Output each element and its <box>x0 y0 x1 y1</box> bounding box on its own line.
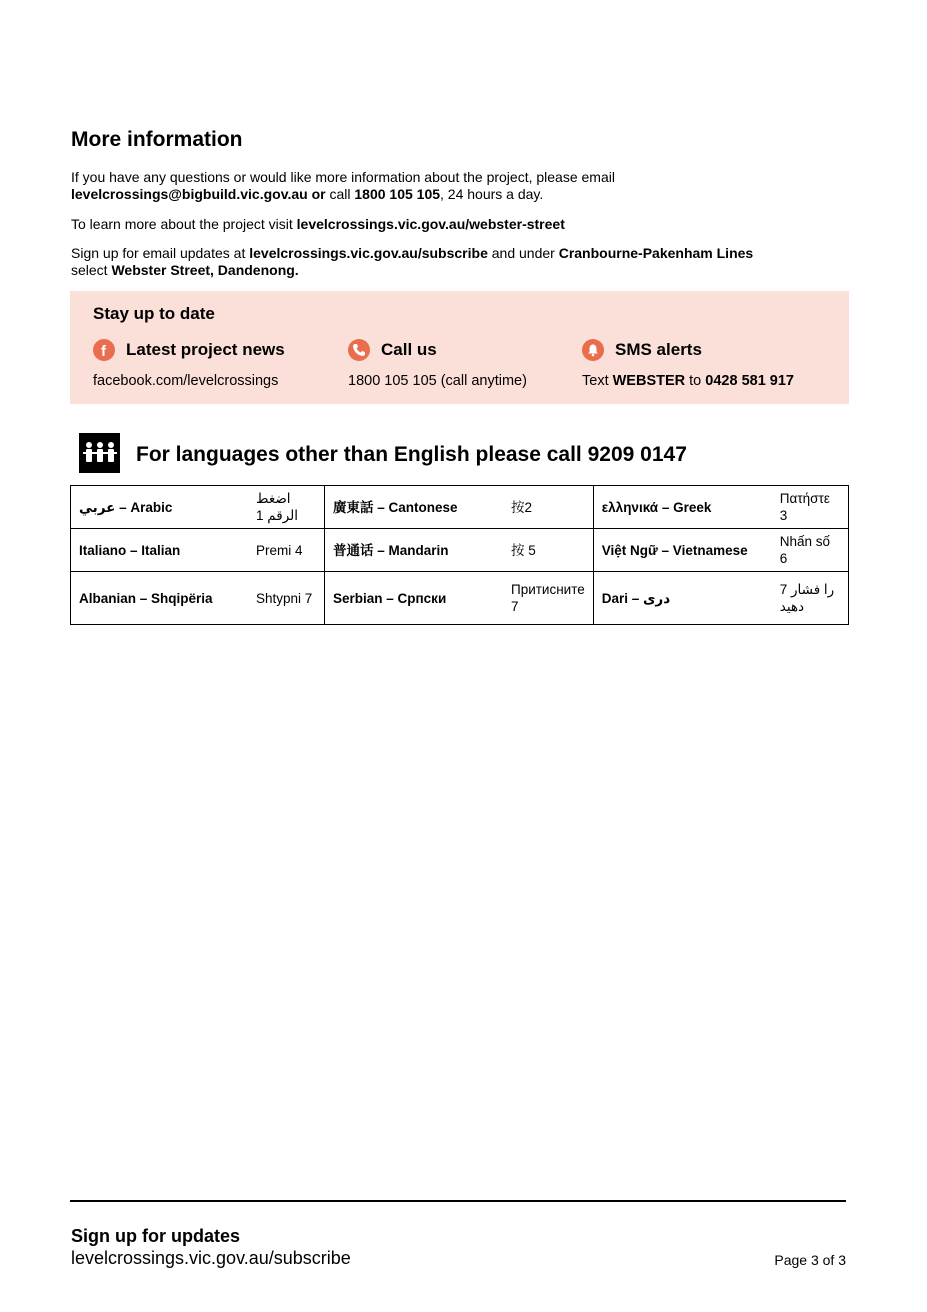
language-press: 按 5 <box>503 529 593 572</box>
call-detail[interactable]: 1800 105 105 (call anytime) <box>348 373 527 389</box>
contact-call-text: call <box>325 186 355 202</box>
subscribe-paragraph <box>71 245 753 279</box>
facebook-link[interactable]: facebook.com/levelcrossings <box>93 373 279 389</box>
interpreter-icon <box>79 433 120 473</box>
language-press: Πατήστε 3 <box>772 486 849 529</box>
language-name: Italiano – Italian <box>71 529 249 572</box>
more-information-title: More information <box>71 128 243 151</box>
language-name: Albanian – Shqipëria <box>71 572 249 625</box>
subscribe-mid: and under <box>487 245 559 261</box>
language-name: 普通话 – Mandarin <box>325 529 504 572</box>
select-text: select <box>71 262 112 278</box>
svg-text:f: f <box>101 343 106 360</box>
contact-phone[interactable]: 1800 105 105 <box>354 186 441 202</box>
news-label: Latest project news <box>126 340 285 359</box>
call-label: Call us <box>381 340 437 359</box>
language-name: 廣東話 – Cantonese <box>325 486 504 529</box>
facebook-icon <box>93 339 115 361</box>
sms-column <box>582 339 794 389</box>
project-paragraph <box>71 216 565 233</box>
language-name: عربي – Arabic <box>71 486 249 529</box>
stay-title: Stay up to date <box>93 304 215 323</box>
line-name: Cranbourne-Pakenham Lines <box>558 245 754 261</box>
languages-table <box>70 485 849 625</box>
language-press: Premi 4 <box>248 529 325 572</box>
language-press: 按2 <box>503 486 593 529</box>
phone-icon <box>348 339 370 361</box>
sms-to: to <box>685 373 706 389</box>
footer-title: Sign up for updates <box>71 1226 240 1246</box>
sms-detail <box>582 373 794 389</box>
news-column <box>93 339 285 389</box>
stay-up-to-date-panel <box>70 291 849 404</box>
language-press: اضغط الرقم 1 <box>248 486 325 529</box>
languages-heading: For languages other than English please call 9209 0147 <box>136 443 687 466</box>
table-row <box>71 572 849 625</box>
language-name: Serbian – Српски <box>325 572 504 625</box>
project-link[interactable]: levelcrossings.vic.gov.au/webster-street <box>296 216 565 232</box>
contact-intro: If you have any questions or would like more information about the project, please email <box>71 169 615 185</box>
language-name: ελληνικά – Greek <box>593 486 772 529</box>
language-name: Việt Ngữ – Vietnamese <box>593 529 772 572</box>
footer-subscribe-link[interactable]: levelcrossings.vic.gov.au/subscribe <box>71 1248 351 1268</box>
bell-icon <box>582 339 604 361</box>
table-row <box>71 529 849 572</box>
project-intro: To learn more about the project visit <box>71 216 297 232</box>
language-press: 7 را فشار دهید <box>772 572 849 625</box>
footer-divider <box>70 1200 846 1202</box>
call-column <box>348 339 527 389</box>
contact-hours: , 24 hours a day. <box>440 186 544 202</box>
sms-number[interactable]: 0428 581 917 <box>705 373 794 389</box>
sms-text-word: Text <box>582 373 613 389</box>
language-press: Shtypni 7 <box>248 572 325 625</box>
station-name: Webster Street, Dandenong. <box>111 262 299 278</box>
contact-paragraph <box>71 169 615 203</box>
contact-email[interactable]: levelcrossings@bigbuild.vic.gov.au or <box>71 186 326 202</box>
table-row <box>71 486 849 529</box>
sms-keyword: WEBSTER <box>612 373 686 389</box>
sms-label: SMS alerts <box>615 340 702 359</box>
subscribe-intro: Sign up for email updates at <box>71 245 250 261</box>
language-press: Nhấn số 6 <box>772 529 849 572</box>
language-press: Притисните 7 <box>503 572 593 625</box>
page-number: Page 3 of 3 <box>774 1252 846 1268</box>
subscribe-link[interactable]: levelcrossings.vic.gov.au/subscribe <box>249 245 488 261</box>
language-name: Dari – دری <box>593 572 772 625</box>
